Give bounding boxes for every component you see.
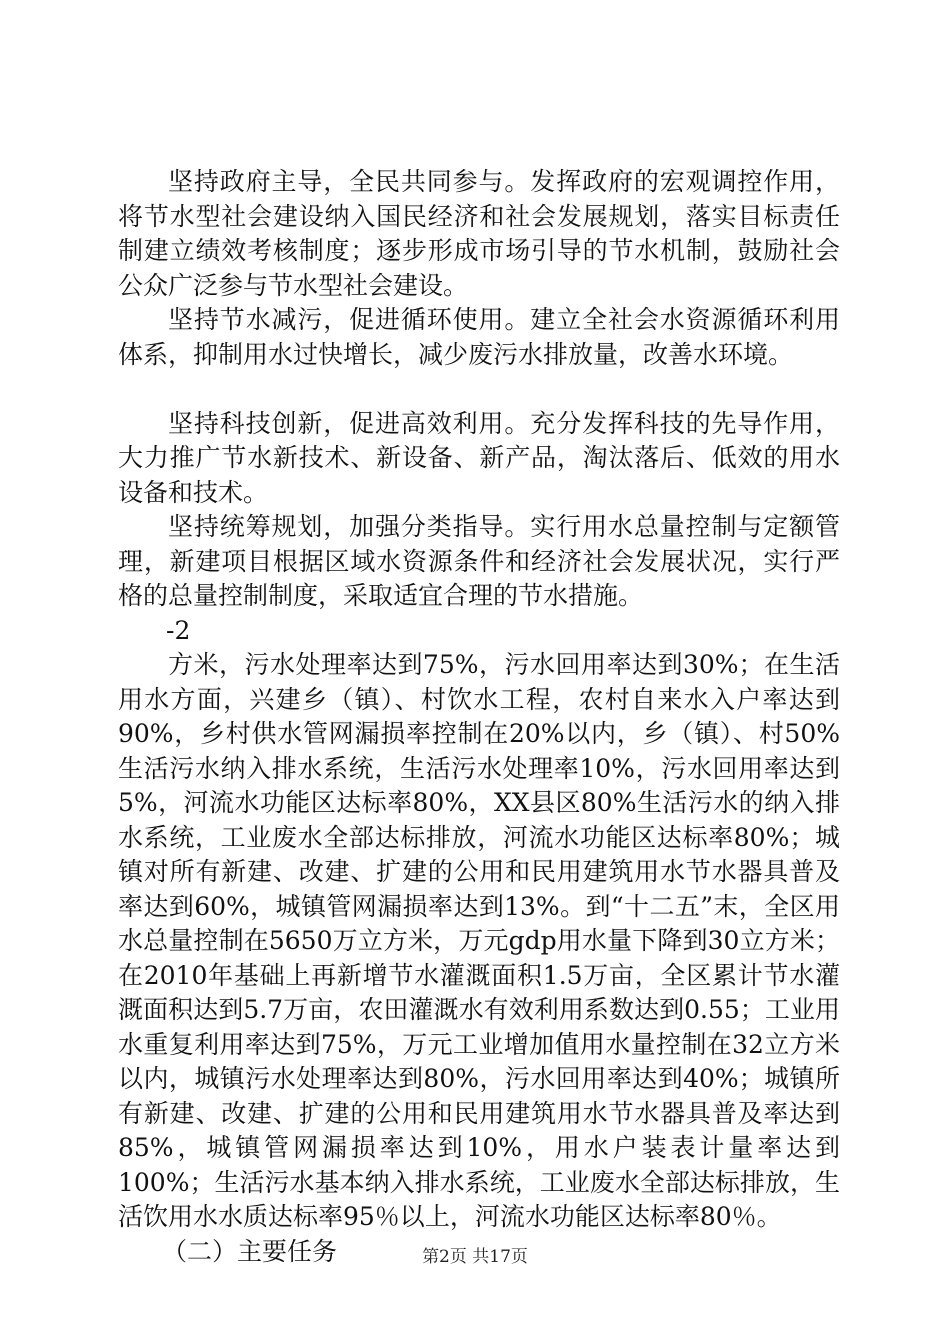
principle-water-saving: 坚持节水减污，促进循环使用。建立全社会水资源循环利用体系，抑制用水过快增长，减少废污水排放量，改善水环境。: [118, 305, 840, 369]
targets-paragraph: 方米，污水处理率达到75%，污水回用率达到30%；在生活用水方面，兴建乡（镇）、村饮水工程，农村自来水入户率达到90%，乡村供水管网漏损率控制在20%以内，乡（镇）、村50%生活污水纳入排水系统，生活污水处理率10%，污水回用率达到5%，河流水功能区达标率80%，XX县区80%生活污水的纳入排水系统，工业废水全部达标排放，河流水功能区达标率80%；城镇对所有新建、改建、扩建的公用和民用建筑用水节水器具普及率达到60%，城镇管网漏损率达到13%。到“十二五”末，全区用水总量控制在5650万立方米，万元gdp用水量下降到30立方米；在2010年基础上再新增节水灌溉面积1.5万亩，全区累计节水灌溉面积达到5.7万亩，农田灌溉水有效利用系数达到0.55；工业用水重复利用率达到75%，万元工业增加值用水量控制在32立方米以内，城镇污水处理率达到80%，污水回用率达到40%；城镇所有新建、改建、扩建的公用和民用建筑用水节水器具普及率达到85%，城镇管网漏损率达到10%，用水户装表计量率达到100%；生活污水基本纳入排水系统，工业废水全部达标排放，生活饮用水水质达标率95％以上，河流水功能区达标率80％。: [118, 650, 840, 1231]
page-marker: -2: [166, 615, 191, 645]
document-body: [118, 165, 840, 1269]
page-footer: 第2页 共17页: [422, 1247, 528, 1267]
principle-government-led: 坚持政府主导，全民共同参与。发挥政府的宏观调控作用，将节水型社会建设纳入国民经济和社会发展规划，落实目标责任制建立绩效考核制度；逐步形成市场引导的节水机制，鼓励社会公众广泛参与节水型社会建设。: [118, 167, 840, 300]
principle-technology: 坚持科技创新，促进高效利用。充分发挥科技的先导作用，大力推广节水新技术、新设备、新产品，淘汰落后、低效的用水设备和技术。: [118, 408, 840, 507]
principle-planning: 坚持统筹规划，加强分类指导。实行用水总量控制与定额管理，新建项目根据区域水资源条件和经济社会发展状况，实行严格的总量控制制度，采取适宜合理的节水措施。: [118, 512, 840, 610]
section-heading: （二）主要任务: [162, 1236, 338, 1266]
